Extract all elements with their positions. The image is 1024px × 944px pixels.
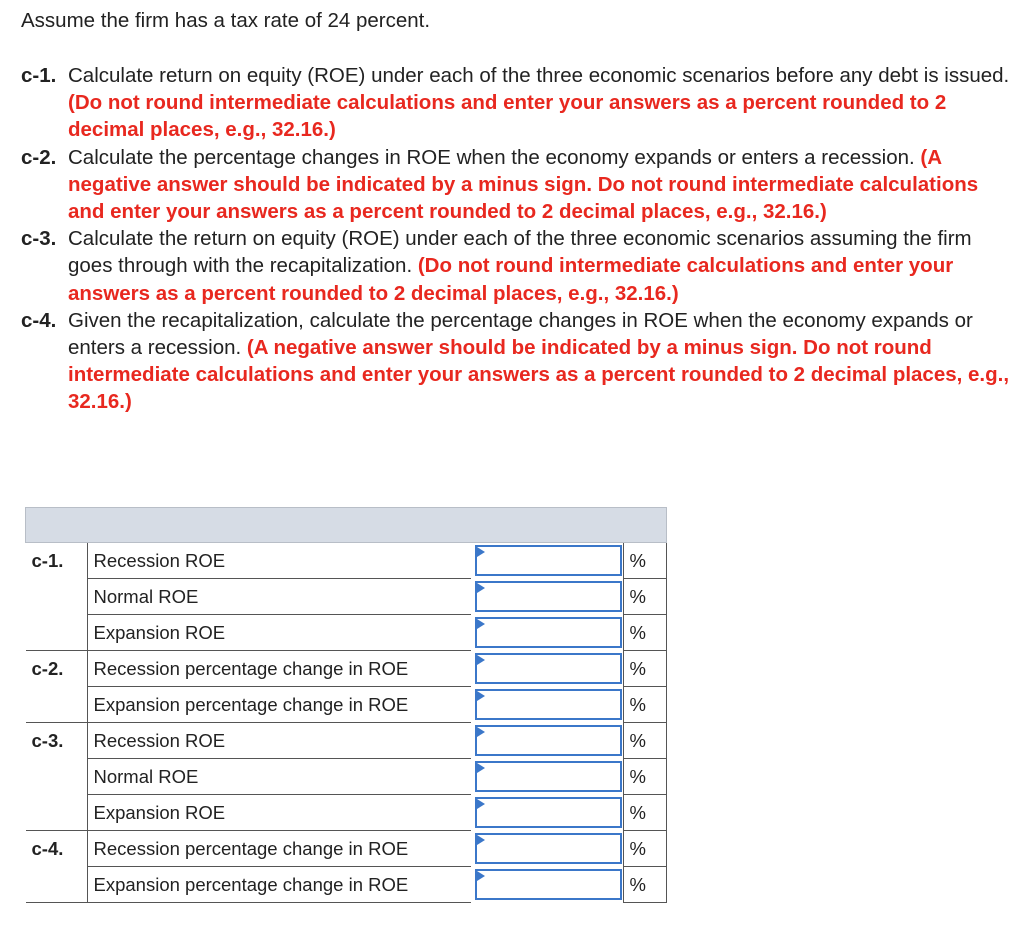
question-number: c-4.	[21, 308, 57, 332]
answer-input[interactable]	[475, 581, 622, 612]
table-row	[26, 651, 667, 687]
answer-input[interactable]	[475, 545, 622, 576]
question-list	[21, 62, 1011, 416]
row-description: Recession percentage change in ROE	[87, 831, 471, 867]
row-group-label	[26, 579, 88, 615]
row-group-label: c-2.	[31, 657, 64, 679]
answer-input[interactable]	[475, 617, 622, 648]
question-c3	[21, 225, 1011, 307]
question-number: c-1.	[21, 64, 57, 87]
answer-input[interactable]	[475, 725, 622, 756]
intro-text: Assume the firm has a tax rate of 24 percent.	[21, 9, 431, 32]
table-header	[26, 508, 667, 543]
row-group-label	[26, 759, 88, 795]
table-row	[26, 831, 667, 867]
row-group-label: c-1.	[26, 543, 88, 579]
row-description: Recession ROE	[87, 723, 471, 759]
answer-input[interactable]	[475, 833, 622, 864]
row-group-label: c-4.	[31, 837, 64, 859]
percent-unit: %	[623, 615, 666, 651]
percent-unit: %	[623, 723, 666, 759]
answer-input[interactable]	[475, 797, 622, 828]
table-row	[26, 867, 667, 903]
answer-input[interactable]	[475, 869, 622, 900]
percent-unit: %	[623, 543, 666, 579]
answer-input[interactable]	[475, 653, 622, 684]
row-group-label: c-3.	[31, 729, 64, 751]
answer-input[interactable]	[475, 761, 622, 792]
answer-cell	[471, 831, 624, 867]
row-group-label	[26, 795, 88, 831]
question-text: Given the recapitalization, calculate the percentage changes in ROE when the economy expands or enters a recession.	[68, 308, 973, 360]
table-row	[26, 579, 667, 615]
answer-cell	[471, 723, 624, 759]
answer-table	[25, 507, 667, 903]
table-row	[26, 615, 667, 651]
question-number: c-3.	[21, 227, 57, 251]
answer-cell	[471, 615, 624, 651]
row-description: Normal ROE	[87, 759, 471, 795]
answer-cell	[471, 759, 624, 795]
row-description: Normal ROE	[87, 579, 471, 615]
answer-cell	[471, 687, 624, 723]
row-description: Recession ROE	[87, 543, 471, 579]
question-text: Calculate the return on equity (ROE) under each of the three economic scenarios assuming the firm goes through with the recapitalization.	[68, 227, 972, 278]
answer-cell	[471, 579, 624, 615]
question-c4	[21, 307, 1011, 416]
answer-cell	[471, 543, 624, 579]
table-header-row	[26, 508, 667, 543]
answer-cell	[471, 795, 624, 831]
row-description: Expansion ROE	[87, 795, 471, 831]
row-description: Expansion percentage change in ROE	[87, 687, 471, 723]
row-group-label	[26, 687, 88, 723]
percent-unit: %	[623, 579, 666, 615]
question-instruction: (Do not round intermediate calculations and enter your answers as a percent rounded to 2 decimal places, e.g., 32.16.)	[68, 91, 947, 142]
row-description: Expansion ROE	[87, 615, 471, 651]
table-row	[26, 795, 667, 831]
percent-unit: %	[623, 651, 666, 687]
answer-input[interactable]	[475, 689, 622, 720]
table-row	[26, 723, 667, 759]
answer-cell	[471, 867, 624, 903]
row-description: Expansion percentage change in ROE	[87, 867, 471, 903]
percent-unit: %	[623, 867, 666, 903]
question-instruction: (Do not round intermediate calculations and enter your answers as a percent rounded to 2 decimal places, e.g., 32.16.)	[68, 254, 954, 305]
question-text: Calculate the percentage changes in ROE when the economy expands or enters a recession.	[68, 145, 915, 169]
question-number: c-2.	[21, 145, 57, 169]
table-row	[26, 543, 667, 579]
question-instruction: (A negative answer should be indicated by a minus sign. Do not round intermediate calculations and enter your answers as a percent rounded to 2 decimal places, e.g., 32.16.)	[68, 145, 979, 224]
answer-cell	[471, 651, 624, 687]
row-group-label	[26, 615, 88, 651]
question-c1	[21, 62, 1011, 144]
percent-unit: %	[623, 759, 666, 795]
row-description: Recession percentage change in ROE	[87, 651, 471, 687]
percent-unit: %	[623, 687, 666, 723]
question-text: Calculate return on equity (ROE) under each of the three economic scenarios before any debt is issued.	[68, 64, 1010, 87]
question-c2	[21, 144, 1011, 226]
percent-unit: %	[623, 795, 666, 831]
row-group-label	[26, 867, 88, 903]
table-row	[26, 687, 667, 723]
table-row	[26, 759, 667, 795]
percent-unit: %	[623, 831, 666, 867]
question-instruction: (A negative answer should be indicated by a minus sign. Do not round intermediate calculations and enter your answers as a percent rounded to 2 decimal places, e.g., 32.16.)	[68, 336, 1010, 414]
